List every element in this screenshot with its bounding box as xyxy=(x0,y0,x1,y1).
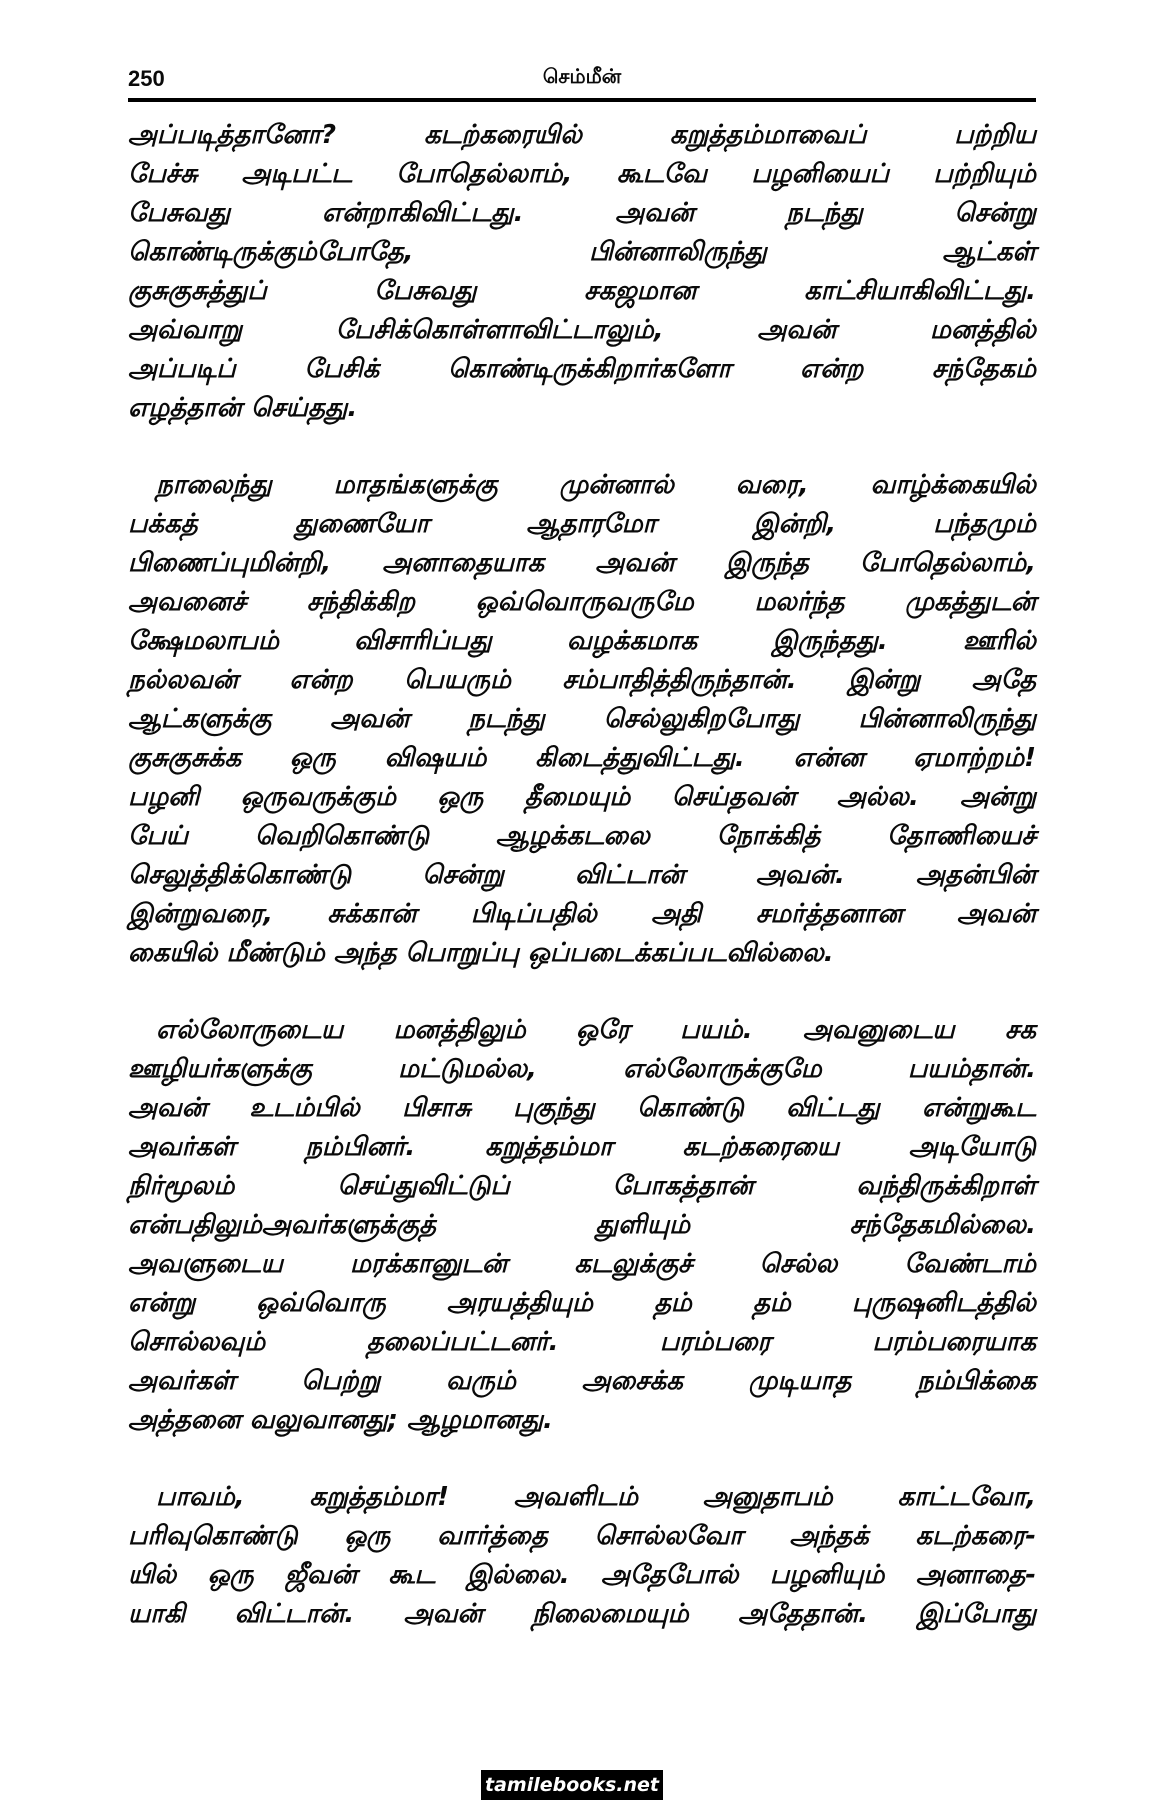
text-line: ஆட்களுக்கு அவன் நடந்து செல்லுகிறபோது பின்னாலிருந்து xyxy=(128,704,1036,734)
book-title: செம்மீன் xyxy=(542,64,622,88)
text-line: கொண்டிருக்கும்போதே, பின்னாலிருந்து ஆட்கள் xyxy=(128,237,1036,267)
text-line: இன்றுவரை, சுக்கான் பிடிப்பதில் அதி சமர்த்தனான அவன் xyxy=(128,899,1036,929)
text-line: க்ஷேமலாபம் விசாரிப்பது வழக்கமாக இருந்தது. ஊரில் xyxy=(128,626,1036,656)
text-line: பிணைப்புமின்றி, அனாதையாக அவன் இருந்த போதெல்லாம், xyxy=(128,548,1036,578)
body-text xyxy=(128,116,1036,1634)
text-line: பேசுவது என்றாகிவிட்டது. அவன் நடந்து சென்று xyxy=(128,198,1036,228)
text-line: பேச்சு அடிபட்ட போதெல்லாம், கூடவே பழனியைப் பற்றியும் xyxy=(128,159,1036,189)
paragraph xyxy=(128,466,1036,973)
text-line: பேய் வெறிகொண்டு ஆழக்கடலை நோக்கித் தோணியைச் xyxy=(128,821,1036,851)
paragraph xyxy=(128,1478,1036,1634)
paragraph xyxy=(128,1011,1036,1440)
running-head xyxy=(128,62,1036,102)
text-line: அவளுடைய மரக்கானுடன் கடலுக்குச் செல்ல வேண்டாம் xyxy=(128,1249,1036,1279)
text-line: கையில் மீண்டும் அந்த பொறுப்பு ஒப்படைக்கப்படவில்லை. xyxy=(128,938,834,968)
page-number: 250 xyxy=(128,66,165,91)
text-line: அவ்வாறு பேசிக்கொள்ளாவிட்டாலும், அவன் மனத்தில் xyxy=(128,315,1036,345)
text-line: அத்தனை வலுவானது; ஆழமானது. xyxy=(128,1405,553,1435)
text-line: குசுகுசுக்க ஒரு விஷயம் கிடைத்துவிட்டது. என்ன ஏமாற்றம்! xyxy=(128,743,1036,773)
watermark: tamilebooks.net xyxy=(481,1770,663,1800)
header-rule xyxy=(128,98,1036,102)
text-line: அவர்கள் பெற்று வரும் அசைக்க முடியாத நம்பிக்கை xyxy=(128,1366,1036,1396)
text-line: சொல்லவும் தலைப்பட்டனர். பரம்பரை பரம்பரையாக xyxy=(128,1327,1036,1357)
text-line: அவர்கள் நம்பினர். கறுத்தம்மா கடற்கரையை அடியோடு xyxy=(128,1132,1036,1162)
text-line: குசுகுசுத்துப் பேசுவது சகஜமான காட்சியாகிவிட்டது. xyxy=(128,276,1036,306)
text-line: யில் ஒரு ஜீவன் கூட இல்லை. அதேபோல் பழனியும் அனாதை- xyxy=(128,1560,1036,1590)
text-line: யாகி விட்டான். அவன் நிலைமையும் அதேதான். இப்போது xyxy=(128,1599,1036,1629)
text-line: அப்படித்தானோ? கடற்கரையில் கறுத்தம்மாவைப் பற்றிய xyxy=(128,120,1036,150)
text-line: ஊழியர்களுக்கு மட்டுமல்ல, எல்லோருக்குமே பயம்தான். xyxy=(128,1054,1036,1084)
text-line: அப்படிப் பேசிக் கொண்டிருக்கிறார்களோ என்ற சந்தேகம் xyxy=(128,354,1036,384)
text-line: எல்லோருடைய மனத்திலும் ஒரே பயம். அவனுடைய சக xyxy=(156,1015,1036,1045)
text-line: எழத்தான் செய்தது. xyxy=(128,393,358,423)
text-line: என்று ஒவ்வொரு அரயத்தியும் தம் தம் புருஷனிடத்தில் xyxy=(128,1288,1036,1318)
book-page xyxy=(128,62,1036,1672)
text-line: நிர்மூலம் செய்துவிட்டுப் போகத்தான் வந்திருக்கிறாள் xyxy=(128,1171,1036,1201)
text-line: என்பதிலும்அவர்களுக்குத் துளியும் சந்தேகமில்லை. xyxy=(128,1210,1036,1240)
text-line: நாலைந்து மாதங்களுக்கு முன்னால் வரை, வாழ்க்கையில் xyxy=(156,470,1036,500)
text-line: செலுத்திக்கொண்டு சென்று விட்டான் அவன். அதன்பின் xyxy=(128,860,1036,890)
text-line: அவனைச் சந்திக்கிற ஒவ்வொருவருமே மலர்ந்த முகத்துடன் xyxy=(128,587,1036,617)
text-line: பக்கத் துணையோ ஆதாரமோ இன்றி, பந்தமும் xyxy=(128,509,1036,539)
text-line: பழனி ஒருவருக்கும் ஒரு தீமையும் செய்தவன் அல்ல. அன்று xyxy=(128,782,1036,812)
text-line: நல்லவன் என்ற பெயரும் சம்பாதித்திருந்தான். இன்று அதே xyxy=(128,665,1036,695)
text-line: பரிவுகொண்டு ஒரு வார்த்தை சொல்லவோ அந்தக் கடற்கரை- xyxy=(128,1521,1036,1551)
text-line: அவன் உடம்பில் பிசாசு புகுந்து கொண்டு விட்டது என்றுகூட xyxy=(128,1093,1036,1123)
text-line: பாவம், கறுத்தம்மா! அவளிடம் அனுதாபம் காட்டவோ, xyxy=(156,1482,1036,1512)
paragraph xyxy=(128,116,1036,428)
